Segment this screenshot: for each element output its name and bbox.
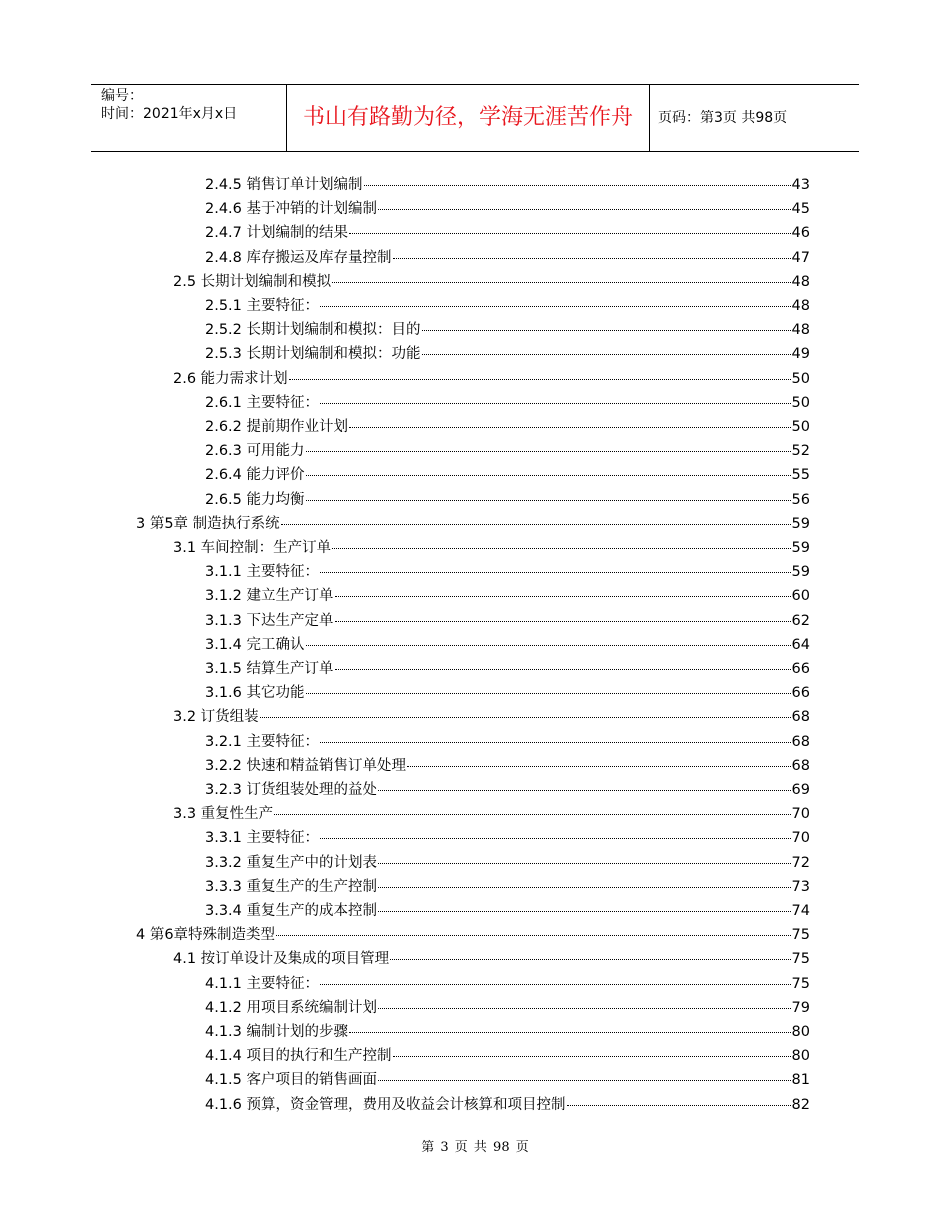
toc-entry-title: 3.3 重复性生产 [173,806,274,823]
toc-entry-page: 59 [791,540,810,556]
toc-dot-leader [378,895,791,912]
toc-entry-title: 2.4.5 销售订单计划编制 [205,177,363,193]
toc-dot-leader [274,798,790,815]
toc-entry-title: 2.5.2 长期计划编制和模拟：目的 [205,322,421,339]
toc-entry-page: 50 [791,370,810,387]
document-time-label: 时间：2021年x月x日 [101,106,238,122]
toc-dot-leader [260,701,791,718]
toc-entry-title: 4 第6章特殊制造类型 [136,927,276,944]
toc-entry-page: 59 [791,564,810,581]
toc-entry-title: 2.6.4 能力评价 [205,467,305,484]
toc-entry-title: 2.5.3 长期计划编制和模拟：功能 [205,346,421,363]
toc-entry-title: 3.1.6 其它功能 [205,685,305,702]
toc-entry-page: 48 [791,273,810,290]
toc-entry-page: 45 [791,201,810,218]
toc-entry-page: 50 [791,394,810,411]
toc-dot-leader [422,338,791,355]
toc-entry-page: 66 [791,661,810,677]
toc-entry-page: 70 [791,806,810,823]
toc-entry-page: 69 [791,782,810,798]
toc-entry-title: 3 第5章 制造执行系统 [136,515,280,532]
toc-dot-leader [320,726,791,743]
toc-entry-page: 75 [791,951,810,968]
toc-dot-leader [349,1016,791,1033]
toc-dot-leader [378,774,791,791]
toc-entry-page: 80 [791,1024,810,1040]
toc-entry-page: 62 [791,612,810,629]
toc-dot-leader [335,605,791,622]
toc-entry-title: 3.2.3 订货组装处理的益处 [205,782,378,798]
toc-entry-page: 48 [791,298,810,314]
toc-entry-page: 64 [791,636,810,653]
toc-dot-leader [378,871,791,888]
toc-entry-page: 52 [791,443,810,460]
toc-entry-title: 4.1.2 用项目系统编制计划 [205,999,378,1016]
toc-entry-page: 55 [791,467,810,484]
toc-entry[interactable] [205,1092,810,1116]
toc-entry-title: 4.1.6 预算，资金管理，费用及收益会计核算和项目控制 [205,1096,566,1113]
toc-dot-leader [378,1064,791,1081]
toc-dot-leader [320,968,791,985]
toc-entry-title: 3.1.5 结算生产订单 [205,661,334,677]
toc-dot-leader [393,1040,791,1057]
toc-entry-page: 68 [791,757,810,774]
toc-entry-page: 68 [791,733,810,750]
toc-dot-leader [378,992,791,1009]
toc-entry-page: 66 [791,685,810,702]
toc-entry-page: 48 [791,322,810,339]
toc-entry-page: 73 [791,878,810,895]
toc-entry-page: 49 [791,346,810,363]
toc-dot-leader [281,508,791,525]
toc-dot-leader [407,750,791,767]
toc-dot-leader [320,387,791,404]
toc-entry-title: 4.1 按订单设计及集成的项目管理 [173,951,390,968]
toc-dot-leader [390,943,790,960]
header-motto: 书山有路勤为径，学海无涯苦作舟 [287,85,650,151]
toc-entry-title: 2.6 能力需求计划 [173,370,288,387]
document-number-label: 编号： [101,88,143,104]
toc-entry-title: 3.1.2 建立生产订单 [205,588,334,605]
toc-dot-leader [276,919,790,936]
toc-entry-title: 3.1.4 完工确认 [205,636,305,653]
toc-dot-leader [349,411,791,428]
toc-entry-title: 3.2 订货组装 [173,709,259,726]
toc-dot-leader [567,1089,791,1106]
toc-dot-leader [320,556,791,573]
toc-entry-title: 3.3.3 重复生产的生产控制 [205,878,378,895]
toc-entry-title: 2.4.8 库存搬运及库存量控制 [205,249,392,266]
toc-entry-title: 2.6.5 能力均衡 [205,491,305,508]
toc-entry-title: 4.1.3 编制计划的步骤 [205,1024,349,1040]
toc-dot-leader [306,484,791,501]
toc-entry-page: 79 [791,999,810,1016]
toc-entry-page: 60 [791,588,810,605]
toc-entry-title: 3.3.2 重复生产中的计划表 [205,854,378,871]
toc-entry-title: 2.5.1 主要特征： [205,298,320,314]
toc-dot-leader [335,580,791,597]
toc-entry-title: 2.6.1 主要特征： [205,394,320,411]
toc-entry-title: 2.6.3 可用能力 [205,443,305,460]
toc-dot-leader [378,193,791,210]
page-header [91,84,859,152]
toc-entry-page: 56 [791,491,810,508]
toc-entry-page: 68 [791,709,810,726]
toc-entry-title: 4.1.4 项目的执行和生产控制 [205,1048,392,1065]
toc-dot-leader [422,314,791,331]
toc-dot-leader [364,169,791,186]
toc-entry-title: 3.1.3 下达生产定单 [205,612,334,629]
toc-entry-title: 2.4.6 基于冲销的计划编制 [205,201,378,218]
toc-entry-page: 75 [791,975,810,992]
toc-dot-leader [320,290,791,307]
toc-entry-title: 4.1.1 主要特征： [205,975,320,992]
toc-dot-leader [306,459,791,476]
toc-entry-page: 59 [791,515,810,532]
toc-dot-leader [306,629,791,646]
toc-entry-title: 3.2.2 快速和精益销售订单处理 [205,757,407,774]
toc-entry-page: 81 [791,1072,810,1089]
toc-dot-leader [349,217,791,234]
toc-dot-leader [393,242,791,259]
toc-dot-leader [320,822,791,839]
toc-entry-title: 3.2.1 主要特征： [205,733,320,750]
toc-entry-title: 4.1.5 客户项目的销售画面 [205,1072,378,1089]
toc-dot-leader [378,847,791,864]
toc-entry-title: 2.4.7 计划编制的结果 [205,225,349,242]
toc-dot-leader [332,532,790,549]
toc-entry-page: 74 [791,903,810,919]
toc-dot-leader [289,363,791,380]
toc-dot-leader [306,677,791,694]
toc-entry-title: 3.1 车间控制：生产订单 [173,540,332,556]
toc-entry-page: 70 [791,830,810,847]
toc-dot-leader [306,435,791,452]
toc-entry-page: 43 [791,177,810,193]
page-footer: 第 3 页 共 98 页 [421,1140,529,1155]
toc-dot-leader [332,266,790,283]
toc-entry-title: 3.1.1 主要特征： [205,564,320,581]
toc-entry-page: 46 [791,225,810,242]
toc-entry-page: 82 [791,1096,810,1113]
toc-entry-page: 47 [791,249,810,266]
toc-dot-leader [335,653,791,670]
toc-entry-page: 80 [791,1048,810,1065]
toc-entry-title: 3.3.1 主要特征： [205,830,320,847]
header-meta-cell [91,85,287,151]
toc-entry-title: 3.3.4 重复生产的成本控制 [205,903,378,919]
toc-entry-title: 2.6.2 提前期作业计划 [205,419,349,435]
toc-entry-page: 72 [791,854,810,871]
header-page-info: 页码：第3页 共98页 [658,110,788,126]
toc-entry-page: 50 [791,419,810,435]
toc-entry-page: 75 [791,927,810,944]
toc-entry-title: 2.5 长期计划编制和模拟 [173,273,332,290]
